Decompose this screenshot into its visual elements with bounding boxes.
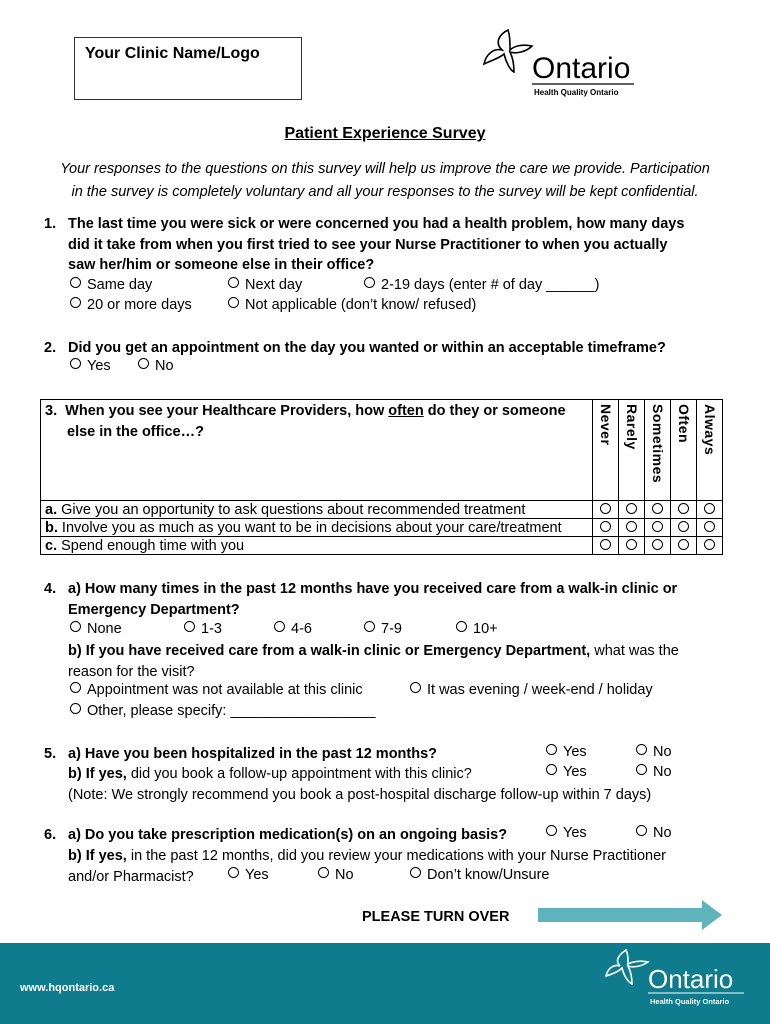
q3c-never-radio[interactable] [593,537,619,555]
footer-ontario-logo [602,946,752,1017]
q2-option-yes[interactable]: Yes [70,358,111,374]
q3-col-never: Never [593,400,619,501]
q3-row-a: a. Give you an opportunity to ask questions about recommended treatment [41,501,723,519]
trillium-icon [480,28,640,100]
q5a-option-no[interactable]: No [636,744,672,760]
q4a-option-7-9[interactable]: 7-9 [364,621,402,637]
turn-over-arrow-icon [538,900,724,935]
q3-col-rarely: Rarely [619,400,645,501]
q3-frequency-table [40,399,723,555]
q6-number: 6. [44,827,57,843]
q3-col-sometimes: Sometimes [645,400,671,501]
q6a-option-no[interactable]: No [636,825,672,841]
q3a-always-radio[interactable] [697,501,723,519]
footer-trillium-icon [602,946,752,1012]
q6b-option-dont-know[interactable]: Don’t know/Unsure [410,867,550,883]
q5b-text: b) If yes, did you book a follow-up appointment with this clinic? [68,766,472,782]
q6b-option-no[interactable]: No [318,867,354,883]
q3-row-c: c. Spend enough time with you [41,537,723,555]
q1-option-20-plus-days[interactable]: 20 or more days [70,297,192,313]
q3c-always-radio[interactable] [697,537,723,555]
q3-row-b: b. Involve you as much as you want to be in decisions about your care/treatment [41,519,723,537]
q4a-option-1-3[interactable]: 1-3 [184,621,222,637]
q5b-option-no[interactable]: No [636,764,672,780]
q2-text: Did you get an appointment on the day you wanted or within an acceptable timeframe? [68,340,666,356]
q3a-sometimes-radio[interactable] [645,501,671,519]
q1-option-2-19-days[interactable]: 2-19 days (enter # of day ______) [364,277,599,293]
clinic-placeholder-text: Your Clinic Name/Logo [85,45,260,62]
svg-text:Ontario: Ontario [648,964,734,994]
page-title: Patient Experience Survey [284,125,486,142]
svg-text:Health Quality Ontario: Health Quality Ontario [650,997,730,1006]
q1-number: 1. [44,216,57,232]
q1-option-not-applicable[interactable]: Not applicable (don’t know/ refused) [228,297,476,313]
q6b-text: b) If yes, in the past 12 months, did you review your medications with your Nurse Practitioner and/or Pharmacist? [68,848,666,885]
q3b-rarely-radio[interactable] [619,519,645,537]
svg-text:Ontario: Ontario [532,52,631,85]
survey-intro: Your responses to the questions on this survey will help us improve the care we provide. Participation in the survey is completely voluntary and all your responses to the survey will be kept confidential. [60,161,710,200]
q2-number: 2. [44,340,57,356]
q6b-option-yes[interactable]: Yes [228,867,269,883]
q5b-option-yes[interactable]: Yes [546,764,587,780]
turn-over-label: PLEASE TURN OVER [362,909,510,925]
q1-option-next-day[interactable]: Next day [228,277,302,293]
q4b-option-no-appointment[interactable]: Appointment was not available at this clinic [70,682,363,698]
q6a-text: a) Do you take prescription medication(s) on an ongoing basis? [68,827,508,843]
q1-text: The last time you were sick or were concerned you had a health problem, how many days did it take from when you first tried to see your Nurse Practitioner to when you actually saw her/him or someone else in their office? [68,216,685,274]
q6a-option-yes[interactable]: Yes [546,825,587,841]
q4b-text: b) If you have received care from a walk-in clinic or Emergency Department, what was the reason for the visit? [68,643,679,680]
q5a-option-yes[interactable]: Yes [546,744,587,760]
q3a-rarely-radio[interactable] [619,501,645,519]
q3b-never-radio[interactable] [593,519,619,537]
q4a-option-4-6[interactable]: 4-6 [274,621,312,637]
q3a-never-radio[interactable] [593,501,619,519]
q4a-option-10-plus[interactable]: 10+ [456,621,498,637]
footer-url[interactable]: www.hqontario.ca [20,982,115,994]
svg-text:Health Quality Ontario: Health Quality Ontario [534,88,619,97]
q4-number: 4. [44,581,57,597]
q3-col-often: Often [671,400,697,501]
q2-option-no[interactable]: No [138,358,174,374]
q5a-text: a) Have you been hospitalized in the past 12 months? [68,746,438,762]
q3a-often-radio[interactable] [671,501,697,519]
q3b-always-radio[interactable] [697,519,723,537]
q3-col-always: Always [697,400,723,501]
q5-note: (Note: We strongly recommend you book a post-hospital discharge follow-up within 7 days) [68,787,652,803]
q3c-sometimes-radio[interactable] [645,537,671,555]
q5-number: 5. [44,746,57,762]
clinic-logo-placeholder [74,37,302,100]
q1-option-same-day[interactable]: Same day [70,277,152,293]
q3b-sometimes-radio[interactable] [645,519,671,537]
q3-question-cell: 3. When you see your Healthcare Providers, how often do they or someone else in the office…? [41,400,593,501]
q3c-rarely-radio[interactable] [619,537,645,555]
q4a-option-none[interactable]: None [70,621,122,637]
ontario-logo [480,28,640,100]
q3b-often-radio[interactable] [671,519,697,537]
q4a-text: a) How many times in the past 12 months have you received care from a walk-in clinic or Emergency Department? [68,581,678,618]
q3c-often-radio[interactable] [671,537,697,555]
q4b-option-other[interactable]: Other, please specify: __________________ [70,703,376,719]
q4b-option-evening-weekend[interactable]: It was evening / week-end / holiday [410,682,653,698]
